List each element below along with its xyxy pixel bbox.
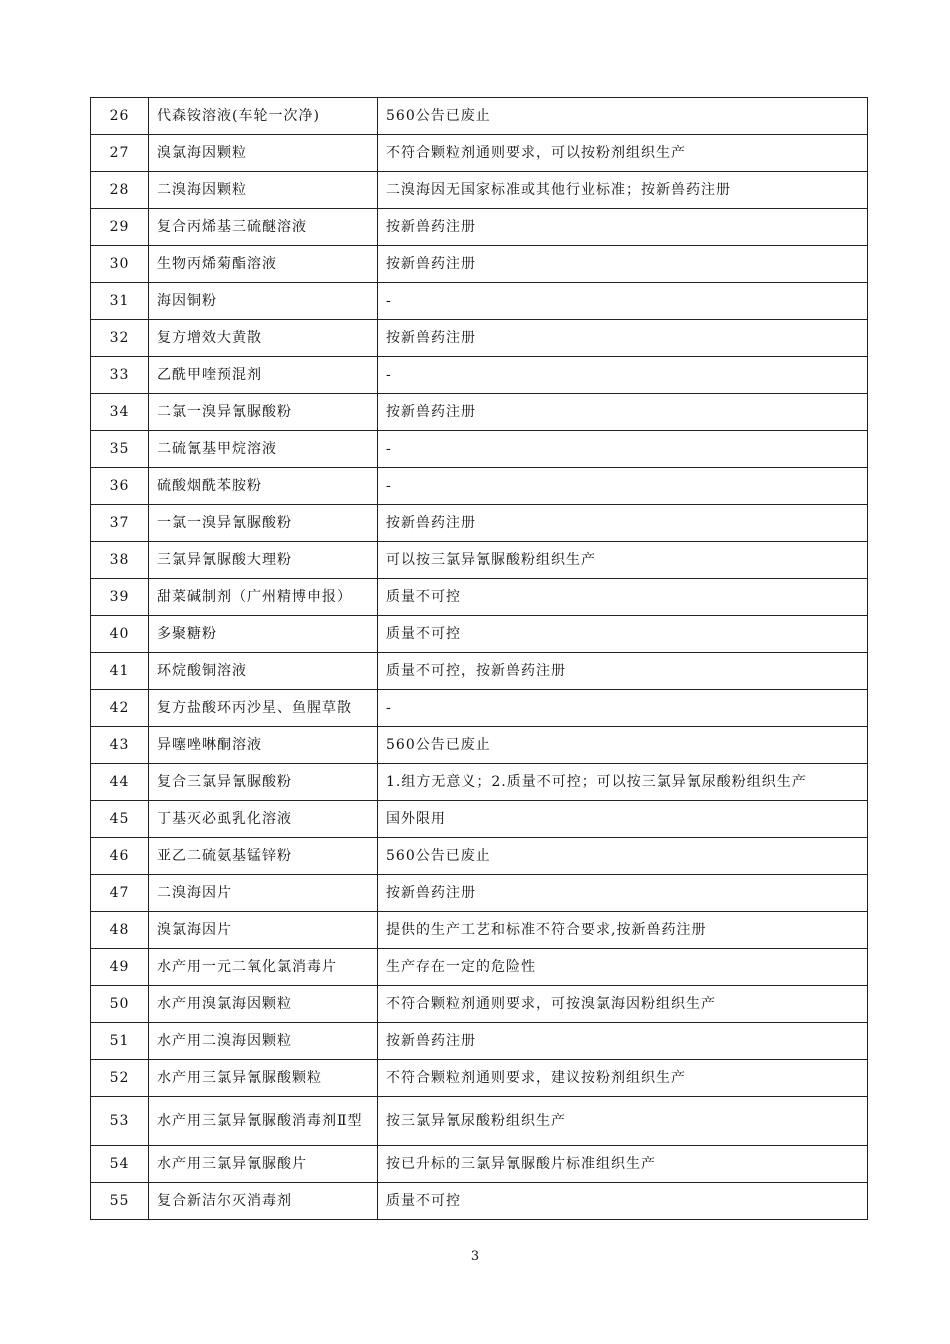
drug-name-cell: 异噻唑啉酮溶液 [149,727,378,764]
drug-name-cell: 硫酸烟酰苯胺粉 [149,468,378,505]
drug-name-cell: 溴氯海因颗粒 [149,135,378,172]
reason-cell: 按新兽药注册 [378,875,868,912]
table-row [91,209,868,246]
drug-name-cell: 复合三氯异氰脲酸粉 [149,764,378,801]
reason-cell: 560公告已废止 [378,727,868,764]
reason-cell: 560公告已废止 [378,838,868,875]
drug-name-cell: 代森铵溶液(车轮一次净) [149,98,378,135]
row-number-cell: 49 [91,949,149,986]
row-number-cell: 42 [91,690,149,727]
table-row [91,1023,868,1060]
drug-name-cell: 复方增效大黄散 [149,320,378,357]
row-number-cell: 30 [91,246,149,283]
row-number-cell: 43 [91,727,149,764]
row-number-cell: 44 [91,764,149,801]
row-number-cell: 50 [91,986,149,1023]
drug-name-cell: 生物丙烯菊酯溶液 [149,246,378,283]
row-number-cell: 32 [91,320,149,357]
reason-cell: 生产存在一定的危险性 [378,949,868,986]
reason-cell: 按已升标的三氯异氰脲酸片标准组织生产 [378,1146,868,1183]
reason-cell: 国外限用 [378,801,868,838]
table-row [91,1060,868,1097]
reason-cell: 按新兽药注册 [378,1023,868,1060]
reason-cell: 不符合颗粒剂通则要求，可以按粉剂组织生产 [378,135,868,172]
drug-name-cell: 二溴海因颗粒 [149,172,378,209]
row-number-cell: 45 [91,801,149,838]
table-row [91,98,868,135]
table-row [91,1183,868,1220]
table-row [91,579,868,616]
reason-cell: 不符合颗粒剂通则要求，建议按粉剂组织生产 [378,1060,868,1097]
drug-name-cell: 水产用一元二氧化氯消毒片 [149,949,378,986]
table-row [91,801,868,838]
table-row [91,949,868,986]
row-number-cell: 36 [91,468,149,505]
drug-name-cell: 多聚糖粉 [149,616,378,653]
drug-name-cell: 丁基灭必虱乳化溶液 [149,801,378,838]
table-row [91,172,868,209]
row-number-cell: 52 [91,1060,149,1097]
row-number-cell: 41 [91,653,149,690]
table-row [91,357,868,394]
drug-name-cell: 乙酰甲喹预混剂 [149,357,378,394]
table-row [91,653,868,690]
reason-cell: 可以按三氯异氰脲酸粉组织生产 [378,542,868,579]
table-row [91,394,868,431]
table-row [91,838,868,875]
row-number-cell: 39 [91,579,149,616]
reason-cell: 不符合颗粒剂通则要求，可按溴氯海因粉组织生产 [378,986,868,1023]
reason-cell: 按新兽药注册 [378,505,868,542]
table-row [91,542,868,579]
row-number-cell: 37 [91,505,149,542]
row-number-cell: 33 [91,357,149,394]
drug-name-cell: 环烷酸铜溶液 [149,653,378,690]
row-number-cell: 31 [91,283,149,320]
row-number-cell: 26 [91,98,149,135]
table-row [91,727,868,764]
reason-cell: 质量不可控 [378,579,868,616]
row-number-cell: 27 [91,135,149,172]
row-number-cell: 47 [91,875,149,912]
table-body [91,98,868,1220]
table-row [91,468,868,505]
table-row [91,875,868,912]
drug-name-cell: 复方盐酸环丙沙星、鱼腥草散 [149,690,378,727]
table-row [91,1097,868,1146]
drug-name-cell: 复合丙烯基三硫醚溶液 [149,209,378,246]
row-number-cell: 46 [91,838,149,875]
row-number-cell: 38 [91,542,149,579]
reason-cell: 质量不可控 [378,616,868,653]
reason-cell: 二溴海因无国家标准或其他行业标准；按新兽药注册 [378,172,868,209]
row-number-cell: 53 [91,1097,149,1146]
table-row [91,320,868,357]
row-number-cell: 48 [91,912,149,949]
reason-cell: 按新兽药注册 [378,246,868,283]
drug-name-cell: 二氯一溴异氰脲酸粉 [149,394,378,431]
table-row [91,135,868,172]
page-number: 3 [470,1249,480,1264]
reason-cell: - [378,690,868,727]
reason-cell: 按新兽药注册 [378,209,868,246]
drug-name-cell: 一氯一溴异氰脲酸粉 [149,505,378,542]
drug-name-cell: 复合新洁尔灭消毒剂 [149,1183,378,1220]
table-row [91,616,868,653]
drug-list-table [90,97,868,1220]
row-number-cell: 54 [91,1146,149,1183]
reason-cell: - [378,283,868,320]
reason-cell: - [378,431,868,468]
table-row [91,690,868,727]
reason-cell: 1.组方无意义；2.质量不可控；可以按三氯异氰尿酸粉组织生产 [378,764,868,801]
row-number-cell: 40 [91,616,149,653]
table-row [91,431,868,468]
table-row [91,246,868,283]
drug-name-cell: 海因铜粉 [149,283,378,320]
row-number-cell: 35 [91,431,149,468]
drug-name-cell: 水产用二溴海因颗粒 [149,1023,378,1060]
table-row [91,912,868,949]
table-row [91,764,868,801]
drug-name-cell: 水产用三氯异氰脲酸颗粒 [149,1060,378,1097]
row-number-cell: 28 [91,172,149,209]
reason-cell: 按新兽药注册 [378,394,868,431]
drug-name-cell: 甜菜碱制剂（广州精博申报） [149,579,378,616]
drug-name-cell: 亚乙二硫氨基锰锌粉 [149,838,378,875]
row-number-cell: 55 [91,1183,149,1220]
reason-cell: 质量不可控，按新兽药注册 [378,653,868,690]
table-row [91,986,868,1023]
drug-name-cell: 三氯异氰脲酸大理粉 [149,542,378,579]
drug-name-cell: 水产用溴氯海因颗粒 [149,986,378,1023]
drug-name-cell: 水产用三氯异氰脲酸片 [149,1146,378,1183]
table-row [91,283,868,320]
reason-cell: - [378,357,868,394]
reason-cell: 提供的生产工艺和标准不符合要求,按新兽药注册 [378,912,868,949]
drug-name-cell: 水产用三氯异氰脲酸消毒剂Ⅱ型 [149,1097,378,1146]
reason-cell: 质量不可控 [378,1183,868,1220]
table-row [91,505,868,542]
reason-cell: 按三氯异氰尿酸粉组织生产 [378,1097,868,1146]
reason-cell: 按新兽药注册 [378,320,868,357]
table-row [91,1146,868,1183]
row-number-cell: 51 [91,1023,149,1060]
row-number-cell: 34 [91,394,149,431]
drug-name-cell: 二硫氰基甲烷溶液 [149,431,378,468]
reason-cell: - [378,468,868,505]
reason-cell: 560公告已废止 [378,98,868,135]
row-number-cell: 29 [91,209,149,246]
drug-name-cell: 溴氯海因片 [149,912,378,949]
drug-name-cell: 二溴海因片 [149,875,378,912]
